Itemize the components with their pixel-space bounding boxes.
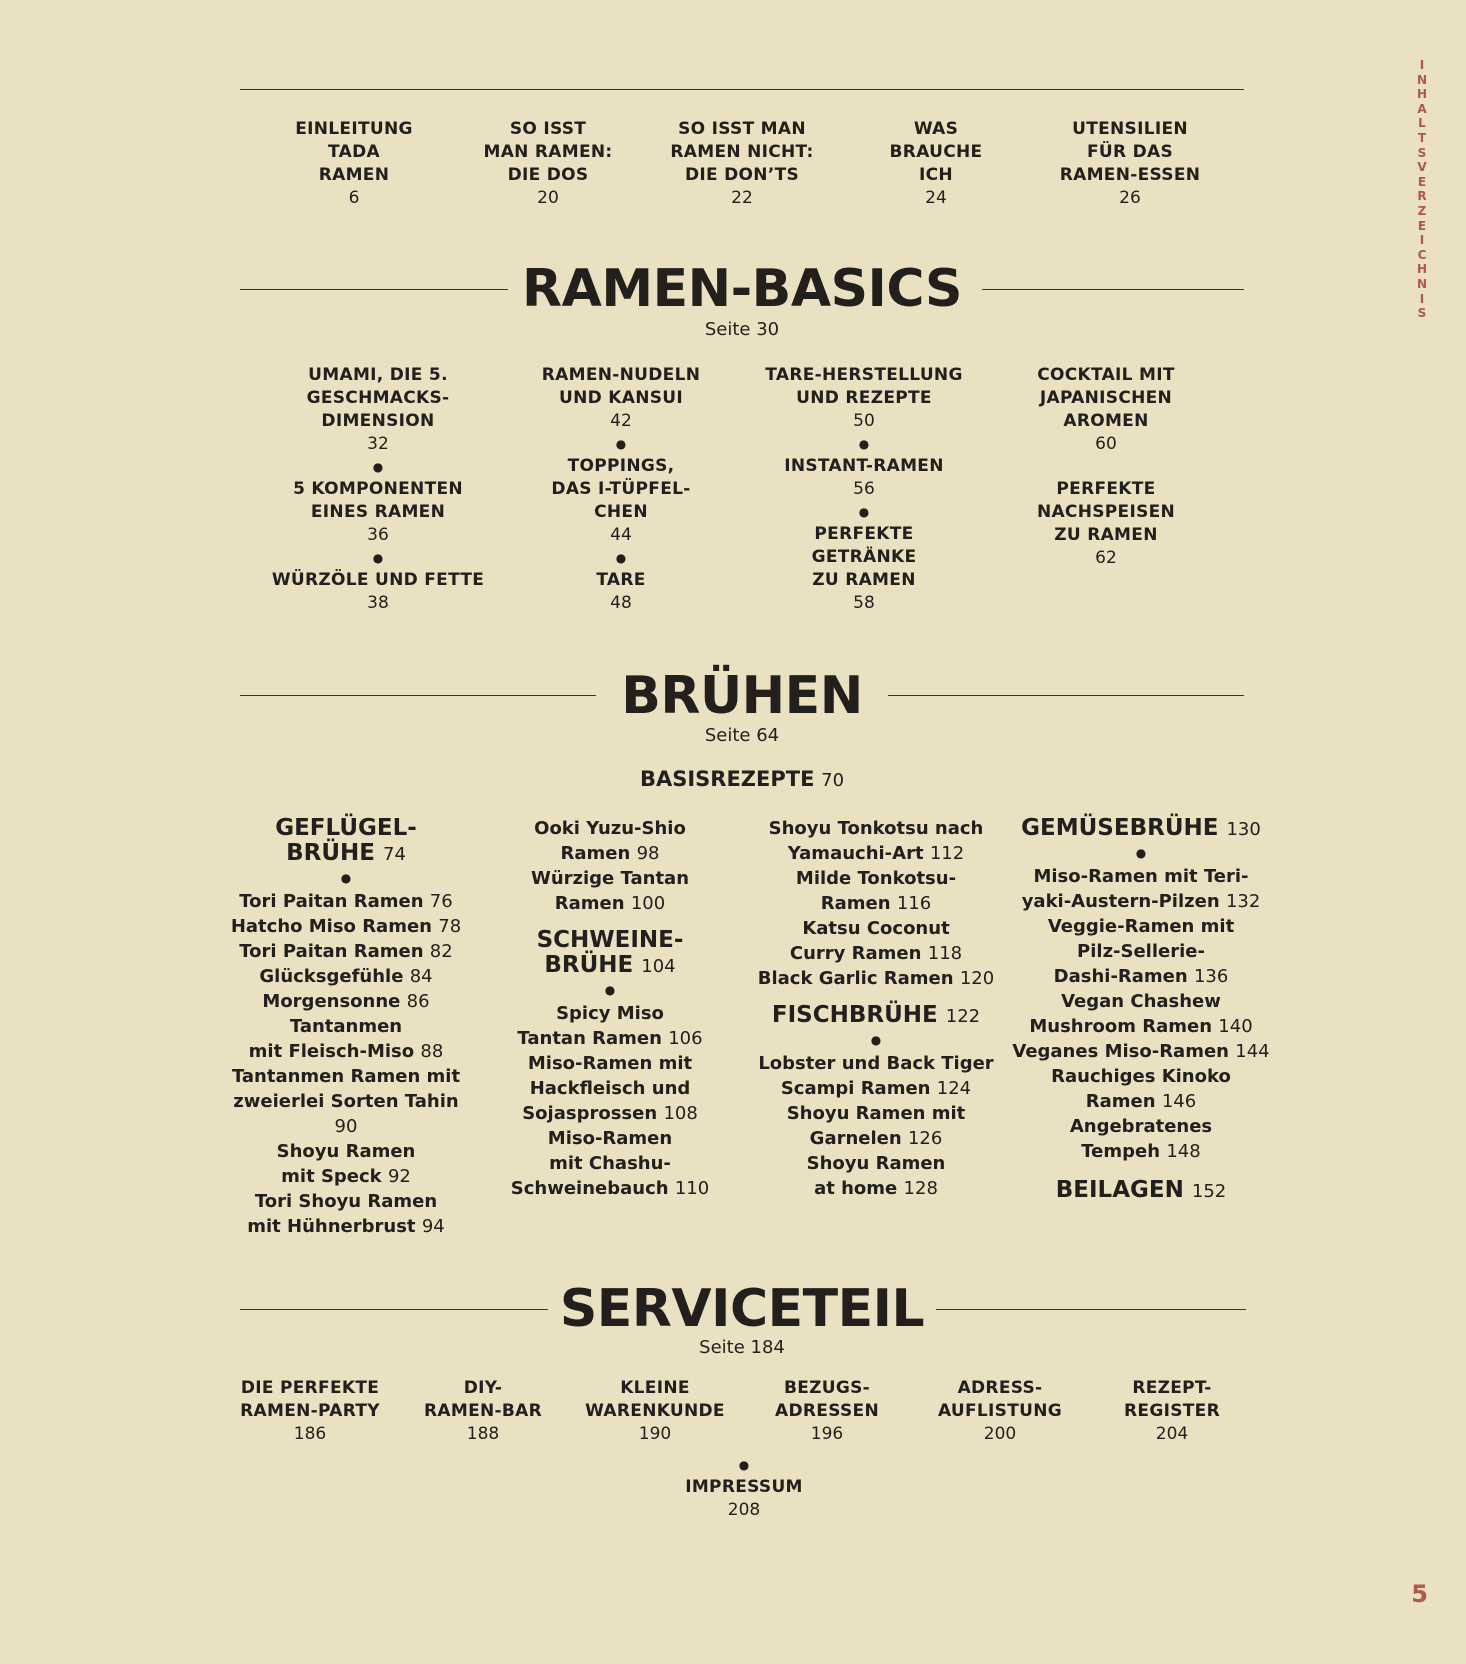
recipe-entry[interactable]: [220, 989, 472, 1014]
toc-page: 48: [610, 593, 632, 613]
toc-page: 36: [367, 525, 389, 545]
impressum-block: [634, 1454, 854, 1522]
recipe-entry[interactable]: [500, 1001, 720, 1051]
recipe-title: Angebratenes Tempeh: [1069, 1116, 1213, 1162]
recipe-title: Miso-Ramen mit Teri- yaki-Austern-Pilzen: [1021, 866, 1249, 912]
toc-entry-intro-2[interactable]: [468, 118, 628, 210]
sidebar-letter: H: [1416, 262, 1428, 277]
recipe-title: Veggie-Ramen mit Pilz-Sellerie- Dashi-Ramen: [1047, 916, 1235, 987]
basics-column-2: [520, 364, 722, 615]
toc-page: 60: [1095, 434, 1117, 454]
toc-page: 38: [367, 593, 389, 613]
toc-title: SO ISST MAN RAMEN NICHT: DIE DON’TS: [670, 119, 814, 185]
basics-column-1: [258, 364, 498, 615]
category-title: GEFLÜGEL- BRÜHE: [275, 815, 417, 866]
sidebar-letter: N: [1416, 276, 1428, 291]
sidebar-letter: R: [1417, 189, 1427, 204]
recipe-entry[interactable]: [744, 1101, 1008, 1151]
recipe-title: Tori Paitan Ramen: [239, 941, 424, 962]
basics-column-3: [750, 364, 978, 615]
toc-page: 204: [1155, 1424, 1189, 1444]
recipe-entry[interactable]: [220, 964, 472, 989]
recipe-entry[interactable]: [500, 816, 720, 866]
section-title-basics: RAMEN-BASICS: [522, 259, 962, 319]
sidebar-vertical-label: [1414, 58, 1430, 321]
recipe-title: Hatcho Miso Ramen: [230, 916, 432, 937]
recipe-page: 128: [903, 1178, 938, 1199]
recipe-entry[interactable]: [744, 866, 1008, 916]
category-title: SCHWEINE- BRÜHE: [536, 927, 684, 978]
recipe-page: 88: [420, 1041, 444, 1062]
toc-page: 44: [610, 525, 632, 545]
recipe-title: Shoyu Ramen at home: [806, 1153, 946, 1199]
toc-entry-bezugsadressen[interactable]: [752, 1377, 902, 1446]
toc-page: 6: [348, 188, 360, 208]
toc-title: BEZUGS- ADRESSEN: [775, 1378, 879, 1421]
toc-entry-register[interactable]: [1100, 1377, 1244, 1446]
toc-title: UTENSILIEN FÜR DAS RAMEN-ESSEN: [1059, 119, 1201, 185]
category-heading[interactable]: [220, 816, 472, 867]
recipe-entry[interactable]: [220, 1014, 472, 1064]
toc-title: SO ISST MAN RAMEN: DIE DOS: [483, 119, 613, 185]
bullet-dot: ●: [372, 460, 384, 474]
category-title: FISCHBRÜHE: [771, 1002, 938, 1028]
section-title-service: SERVICETEIL: [559, 1279, 925, 1339]
toc-page: 208: [727, 1500, 761, 1520]
toc-entry-intro-4[interactable]: [856, 118, 1016, 210]
recipe-page: 132: [1225, 891, 1261, 912]
recipe-entry[interactable]: [500, 866, 720, 916]
toc-title: WÜRZÖLE UND FETTE: [271, 570, 485, 590]
sidebar-letter: I: [1419, 291, 1425, 306]
toc-title: EINLEITUNG TADA RAMEN: [295, 119, 413, 185]
recipe-page: 118: [927, 943, 963, 964]
recipe-entry[interactable]: [500, 1051, 720, 1126]
recipe-title: Morgensonne: [262, 991, 401, 1012]
toc-entry-warenkunde[interactable]: [574, 1377, 736, 1446]
toc-page: 26: [1119, 188, 1141, 208]
sidebar-letter: Z: [1417, 203, 1427, 218]
toc-title: UMAMI, DIE 5. GESCHMACKS- DIMENSION: [306, 365, 450, 431]
recipe-page: 94: [421, 1216, 445, 1237]
toc-entry-nachspeisen[interactable]: [1006, 478, 1206, 570]
category-page: 104: [641, 956, 676, 977]
toc-entry-intro-5[interactable]: [1040, 118, 1220, 210]
top-rule: [240, 89, 1244, 90]
toc-entry-adressauflistung[interactable]: [918, 1377, 1082, 1446]
recipe-entry[interactable]: [744, 816, 1008, 866]
recipe-entry[interactable]: [1010, 1039, 1272, 1064]
recipe-title: Tantanmen Ramen mit zweierlei Sorten Tahin: [231, 1066, 461, 1112]
category-title: BEILAGEN: [1055, 1177, 1184, 1203]
bullet-dot: ●: [340, 871, 352, 885]
toc-entry-party[interactable]: [224, 1377, 396, 1446]
recipe-title: Vegan Chashew Mushroom Ramen: [1029, 991, 1221, 1037]
recipe-entry[interactable]: [1010, 914, 1272, 989]
toc-entry-toppings[interactable]: [520, 455, 722, 547]
recipe-title: Tantanmen mit Fleisch-Miso: [248, 1016, 415, 1062]
recipe-title: Veganes Miso-Ramen: [1012, 1041, 1229, 1062]
toc-page: 190: [638, 1424, 672, 1444]
recipe-entry[interactable]: [220, 1064, 472, 1139]
recipe-page: 120: [959, 968, 995, 989]
recipe-entry[interactable]: [220, 939, 472, 964]
sidebar-letter: A: [1417, 101, 1427, 116]
recipe-page: 84: [409, 966, 433, 987]
service-rule-right: [936, 1309, 1246, 1310]
recipe-entry[interactable]: [744, 916, 1008, 966]
section-page-service: Seite 184: [699, 1337, 785, 1358]
toc-page: 20: [537, 188, 559, 208]
sidebar-letter: H: [1416, 87, 1428, 102]
recipe-entry[interactable]: [220, 914, 472, 939]
toc-title: 5 KOMPONENTEN EINES RAMEN: [293, 479, 463, 522]
recipe-entry[interactable]: [744, 1051, 1008, 1101]
category-heading[interactable]: [1010, 1178, 1272, 1204]
bullet-dot: ●: [604, 983, 616, 997]
toc-title: RAMEN-NUDELN UND KANSUI: [541, 365, 701, 408]
recipe-title: Black Garlic Ramen: [757, 968, 954, 989]
recipe-page: 146: [1161, 1091, 1197, 1112]
toc-page: 32: [367, 434, 389, 454]
recipe-title: Milde Tonkotsu- Ramen: [795, 868, 957, 914]
toc-title: INSTANT-RAMEN: [784, 456, 944, 476]
recipe-page: 82: [429, 941, 453, 962]
sidebar-letter: S: [1417, 306, 1427, 321]
recipe-title: Tori Paitan Ramen: [239, 891, 424, 912]
recipe-title: Shoyu Tonkotsu nach Yamauchi-Art: [768, 818, 984, 864]
toc-entry-intro-3[interactable]: [652, 118, 832, 210]
bruehen-column-gefluegel: [220, 816, 472, 1239]
recipe-title: Spicy Miso Tantan Ramen: [517, 1003, 664, 1049]
recipe-page: 124: [936, 1078, 972, 1099]
recipe-title: Rauchiges Kinoko Ramen: [1051, 1066, 1231, 1112]
bullet-dot: ●: [870, 1033, 882, 1047]
toc-title: KLEINE WARENKUNDE: [585, 1378, 725, 1421]
toc-page: 62: [1095, 548, 1117, 568]
category-page: 152: [1191, 1181, 1227, 1202]
basisrezepte-page: 70: [821, 770, 845, 791]
toc-entry-intro-1[interactable]: [274, 118, 434, 210]
recipe-title: Shoyu Ramen mit Garnelen: [786, 1103, 966, 1149]
toc-title: TARE: [596, 570, 646, 590]
toc-title: TARE-HERSTELLUNG UND REZEPTE: [765, 365, 963, 408]
sidebar-letter: N: [1416, 72, 1428, 87]
toc-page: 200: [983, 1424, 1017, 1444]
sidebar-letter: E: [1417, 174, 1427, 189]
toc-entry-cocktail[interactable]: [1006, 364, 1206, 456]
recipe-page: 90: [334, 1116, 358, 1137]
toc-title: WAS BRAUCHE ICH: [889, 119, 983, 185]
recipe-page: 140: [1218, 1016, 1253, 1037]
bullet-dot: ●: [738, 1458, 750, 1472]
recipe-title: Shoyu Ramen mit Speck: [276, 1141, 416, 1187]
recipe-page: 108: [663, 1103, 698, 1124]
toc-title: IMPRESSUM: [685, 1477, 803, 1497]
recipe-page: 100: [630, 893, 666, 914]
category-title: GEMÜSEBRÜHE: [1021, 815, 1219, 841]
toc-entry-diy[interactable]: [408, 1377, 558, 1446]
category-heading[interactable]: [744, 1003, 1008, 1029]
toc-title: REZEPT- REGISTER: [1124, 1378, 1220, 1421]
recipe-page: 148: [1166, 1141, 1201, 1162]
recipe-page: 86: [406, 991, 430, 1012]
toc-title: DIY- RAMEN-BAR: [424, 1378, 542, 1421]
recipe-title: Tori Shoyu Ramen mit Hühnerbrust: [247, 1191, 438, 1237]
toc-entry-komponenten[interactable]: [258, 478, 498, 547]
toc-entry-tare-herstellung[interactable]: [750, 364, 978, 433]
toc-title: PERFEKTE GETRÄNKE ZU RAMEN: [811, 524, 917, 590]
toc-entry-wuerzoele[interactable]: [258, 569, 498, 615]
recipe-entry[interactable]: [500, 1126, 720, 1201]
bullet-dot: ●: [1135, 846, 1147, 860]
recipe-page: 106: [668, 1028, 703, 1049]
basics-column-4: [1006, 364, 1206, 570]
toc-title: PERFEKTE NACHSPEISEN ZU RAMEN: [1036, 479, 1176, 545]
sidebar-letter: L: [1418, 116, 1426, 131]
recipe-page: 110: [674, 1178, 710, 1199]
recipe-title: Glücksgefühle: [259, 966, 404, 987]
recipe-page: 112: [929, 843, 965, 864]
recipe-title: Miso-Ramen mit Hackfleisch und Sojasprossen: [522, 1053, 693, 1124]
section-page-bruehen: Seite 64: [704, 725, 780, 746]
recipe-title: Ooki Yuzu-Shio Ramen: [534, 818, 686, 864]
toc-page: 42: [610, 411, 632, 431]
toc-entry-nudeln[interactable]: [520, 364, 722, 433]
toc-page: 56: [853, 479, 875, 499]
recipe-page: 78: [438, 916, 462, 937]
recipe-page: 98: [636, 843, 660, 864]
category-page: 130: [1226, 819, 1261, 840]
bullet-dot: ●: [858, 505, 870, 519]
recipe-entry[interactable]: [1010, 1114, 1272, 1164]
recipe-entry[interactable]: [220, 1139, 472, 1189]
bruehen-rule-right: [888, 695, 1244, 696]
category-heading[interactable]: [500, 928, 720, 979]
recipe-page: 144: [1235, 1041, 1270, 1062]
recipe-page: 76: [429, 891, 453, 912]
bullet-dot: ●: [858, 437, 870, 451]
toc-page: 50: [853, 411, 875, 431]
section-page-basics: Seite 30: [704, 319, 780, 340]
recipe-title: Miso-Ramen mit Chashu- Schweinebauch: [510, 1128, 673, 1199]
toc-page: 58: [853, 593, 875, 613]
bruehen-column-fisch: [744, 816, 1008, 1201]
recipe-page: 126: [907, 1128, 943, 1149]
sidebar-letter: C: [1417, 247, 1427, 262]
toc-title: ADRESS- AUFLISTUNG: [937, 1378, 1063, 1421]
category-page: 74: [383, 844, 406, 865]
section-title-bruehen: BRÜHEN: [621, 666, 863, 726]
toc-page: 24: [925, 188, 947, 208]
spacer: [1010, 1164, 1272, 1178]
basics-rule-right: [982, 289, 1244, 290]
sidebar-letter: S: [1417, 145, 1427, 160]
toc-entry-umami[interactable]: [258, 364, 498, 456]
toc-page: 186: [293, 1424, 327, 1444]
basisrezepte-entry[interactable]: [540, 766, 944, 794]
bullet-dot: ●: [615, 551, 627, 565]
page-number: 5: [1411, 1580, 1428, 1608]
sidebar-letter: T: [1417, 130, 1427, 145]
toc-page: 196: [810, 1424, 844, 1444]
sidebar-letter: V: [1417, 160, 1427, 175]
toc-entry-getraenke[interactable]: [750, 523, 978, 615]
basisrezepte-label: BASISREZEPTE: [639, 767, 815, 791]
recipe-page: 136: [1193, 966, 1229, 987]
sidebar-letter: E: [1417, 218, 1427, 233]
recipe-entry[interactable]: [1010, 864, 1272, 914]
bullet-dot: ●: [615, 437, 627, 451]
toc-title: COCKTAIL MIT JAPANISCHEN AROMEN: [1037, 365, 1175, 431]
toc-title: TOPPINGS, DAS I-TÜPFEL- CHEN: [551, 456, 691, 522]
recipe-entry[interactable]: [1010, 989, 1272, 1039]
basics-rule-left: [240, 289, 508, 290]
category-page: 122: [945, 1006, 981, 1027]
bruehen-column-gemuese: [1010, 816, 1272, 1204]
bullet-dot: ●: [372, 551, 384, 565]
recipe-page: 92: [387, 1166, 411, 1187]
sidebar-letter: I: [1419, 58, 1425, 72]
sidebar-letter: I: [1419, 233, 1425, 248]
recipe-title: Lobster und Back Tiger Scampi Ramen: [758, 1053, 994, 1099]
service-rule-left: [240, 1309, 548, 1310]
spacer: [1006, 456, 1206, 478]
recipe-entry[interactable]: [744, 1151, 1008, 1201]
recipe-entry[interactable]: [1010, 1064, 1272, 1114]
recipe-entry[interactable]: [220, 889, 472, 914]
bruehen-rule-left: [240, 695, 596, 696]
recipe-entry[interactable]: [744, 966, 1008, 991]
toc-entry-impressum[interactable]: [634, 1476, 854, 1522]
toc-entry-instant[interactable]: [750, 455, 978, 501]
toc-page: 22: [731, 188, 753, 208]
toc-page: 188: [466, 1424, 500, 1444]
recipe-title: Katsu Coconut Curry Ramen: [789, 918, 950, 964]
recipe-page: 116: [896, 893, 932, 914]
toc-entry-tare[interactable]: [520, 569, 722, 615]
bruehen-column-schwein: [500, 816, 720, 1201]
recipe-title: Würzige Tantan Ramen: [530, 868, 690, 914]
recipe-entry[interactable]: [220, 1189, 472, 1239]
category-heading[interactable]: [1010, 816, 1272, 842]
toc-title: DIE PERFEKTE RAMEN-PARTY: [240, 1378, 380, 1421]
